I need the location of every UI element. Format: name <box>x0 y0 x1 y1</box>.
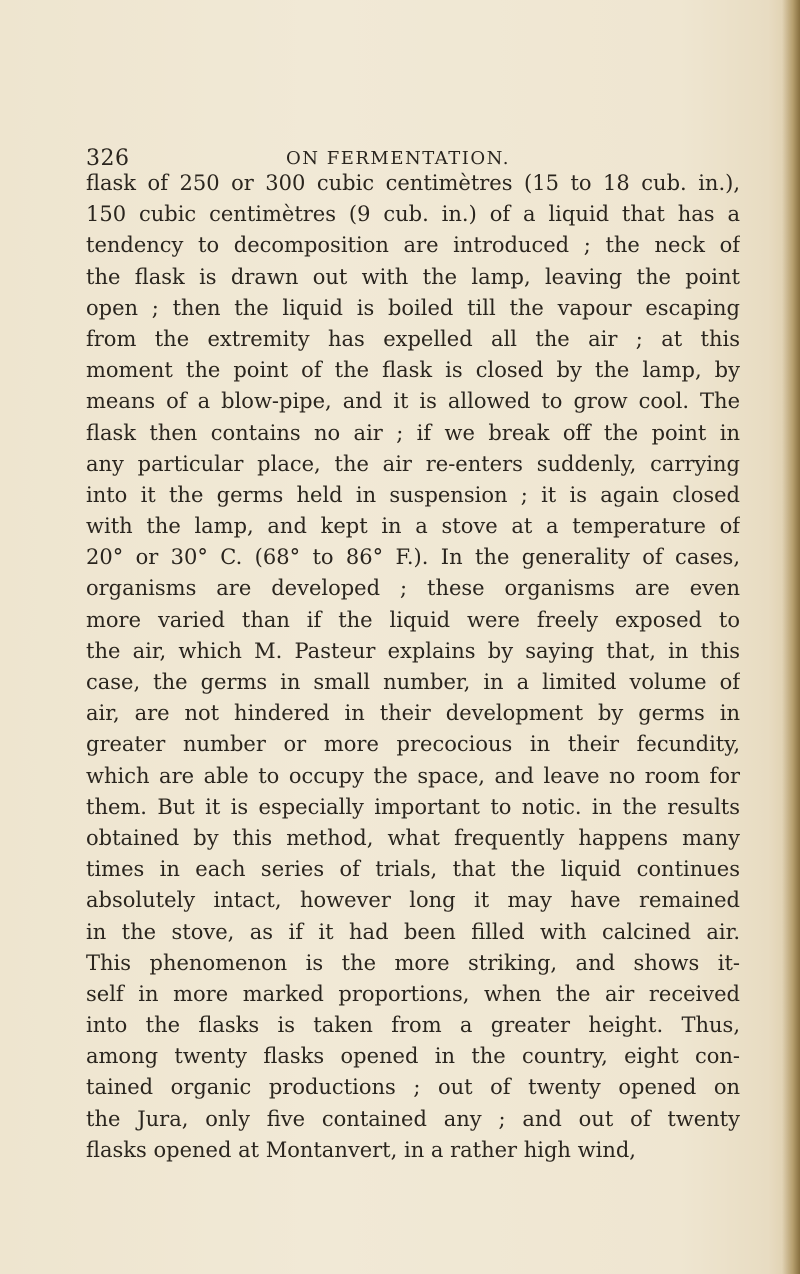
text-line: from the extremity has expelled all the air ; at this <box>86 326 740 351</box>
text-line: means of a blow-pipe, and it is allowed to grow cool. The <box>86 389 740 414</box>
text-line: with the lamp, and kept in a stove at a temperature of <box>86 514 740 539</box>
text-line: in the stove, as if it had been filled with calcined air. <box>86 919 740 944</box>
text-line: self in more marked proportions, when the air received <box>86 981 740 1006</box>
text-line: the air, which M. Pasteur explains by saying that, in this <box>86 638 740 663</box>
running-head: ON FERMENTATION. <box>286 148 510 169</box>
text-line: obtained by this method, what frequently happens many <box>86 825 740 850</box>
text-line: air, are not hindered in their development by germs in <box>86 701 740 726</box>
text-line: This phenomenon is the more striking, and shows it- <box>86 950 740 975</box>
text-line: the flask is drawn out with the lamp, leaving the point <box>86 264 740 289</box>
text-line: which are able to occupy the space, and leave no room for <box>86 763 740 788</box>
page-edge-shadow <box>782 0 800 1274</box>
text-line: flask of 250 or 300 cubic centimètres (15 to 18 cub. in.), <box>86 171 740 195</box>
text-line: any particular place, the air re-enters suddenly, carrying <box>86 451 740 476</box>
text-line: among twenty flasks opened in the country, eight con- <box>86 1044 740 1069</box>
text-line: flask then contains no air ; if we break off the point in <box>86 420 740 445</box>
text-line: more varied than if the liquid were freely exposed to <box>86 607 740 632</box>
text-line: tendency to decomposition are introduced ; the neck of <box>86 233 740 258</box>
text-line: greater number or more precocious in their fecundity, <box>86 732 740 757</box>
text-line: 20° or 30° C. (68° to 86° F.). In the generality of cases, <box>86 545 740 570</box>
body-text <box>86 168 740 1166</box>
text-line: the Jura, only five contained any ; and out of twenty <box>86 1106 740 1131</box>
text-line: flasks opened at Montanvert, in a rather high wind, <box>86 1137 636 1162</box>
text-line: times in each series of trials, that the liquid continues <box>86 857 740 882</box>
text-line: organisms are developed ; these organisms are even <box>86 576 740 601</box>
text-line: into the flasks is taken from a greater height. Thus, <box>86 1013 740 1038</box>
text-line: moment the point of the flask is closed by the lamp, by <box>86 358 740 383</box>
text-line: into it the germs held in suspension ; it is again closed <box>86 482 740 507</box>
text-line: open ; then the liquid is boiled till the vapour escaping <box>86 295 740 320</box>
text-line: absolutely intact, however long it may have remained <box>86 888 740 913</box>
text-line: tained organic productions ; out of twenty opened on <box>86 1075 740 1100</box>
text-line: them. But it is especially important to notic. in the results <box>86 794 740 819</box>
text-line: case, the germs in small number, in a limited volume of <box>86 670 740 694</box>
text-line: 150 cubic centimètres (9 cub. in.) of a liquid that has a <box>86 202 740 227</box>
page-number: 326 <box>86 146 130 171</box>
